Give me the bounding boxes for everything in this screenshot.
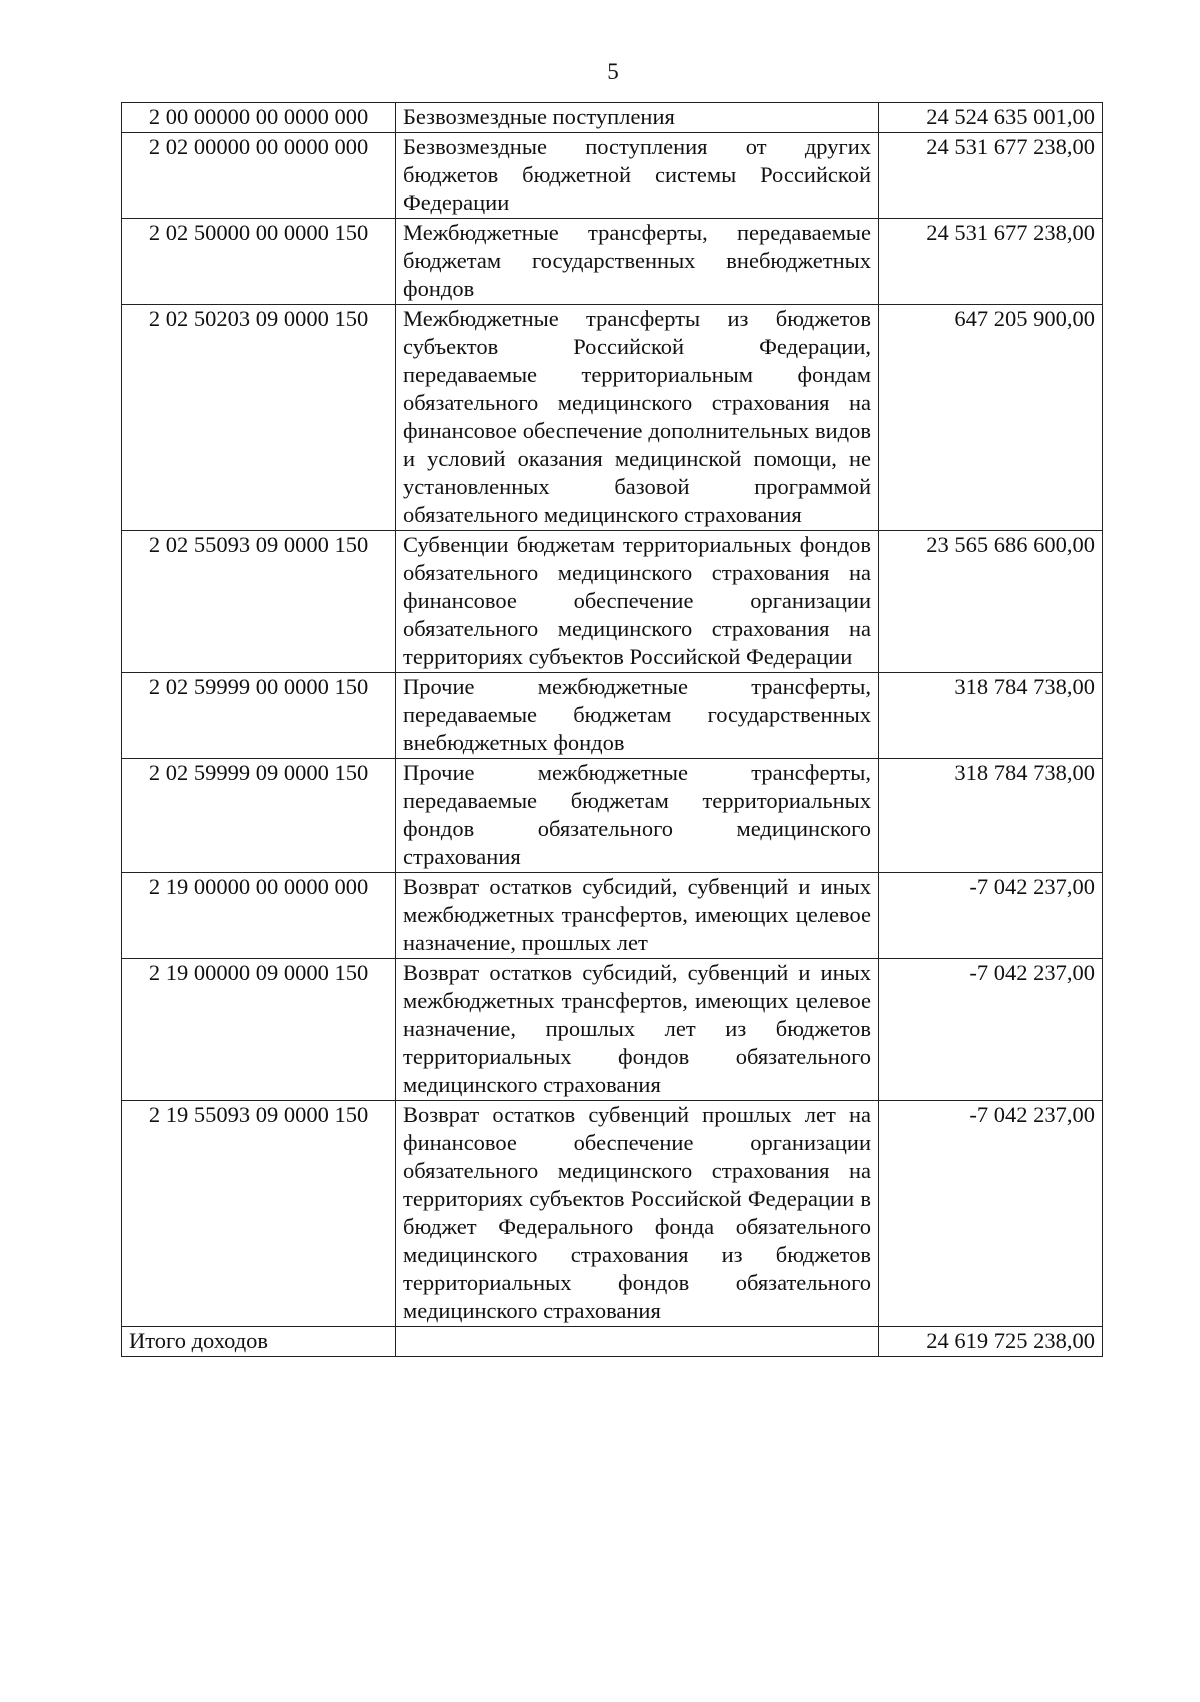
budget-code-cell: 2 19 00000 09 0000 150	[122, 959, 396, 1101]
table-row	[122, 1101, 1103, 1327]
budget-code-cell: 2 02 59999 09 0000 150	[122, 759, 396, 873]
table-row	[122, 873, 1103, 959]
table-row	[122, 103, 1103, 133]
table-row	[122, 759, 1103, 873]
budget-code-cell: 2 02 59999 00 0000 150	[122, 673, 396, 759]
total-empty-cell	[396, 1327, 879, 1357]
revenue-name-cell: Прочие межбюджетные трансферты, передаваемые бюджетам государственных внебюджетных фондов	[396, 673, 879, 759]
revenue-name-cell: Безвозмездные поступления от других бюджетов бюджетной системы Российской Федерации	[396, 133, 879, 219]
amount-cell: 318 784 738,00	[879, 759, 1103, 873]
budget-code-cell: 2 19 55093 09 0000 150	[122, 1101, 396, 1327]
amount-cell: 23 565 686 600,00	[879, 531, 1103, 673]
amount-cell: 318 784 738,00	[879, 673, 1103, 759]
table-row	[122, 219, 1103, 305]
table-row	[122, 673, 1103, 759]
revenue-name-cell: Безвозмездные поступления	[396, 103, 879, 133]
revenue-name-cell: Возврат остатков субсидий, субвенций и иных межбюджетных трансфертов, имеющих целевое назначение, прошлых лет из бюджетов территориальных фондов обязательного медицинского страхования	[396, 959, 879, 1101]
budget-code-cell: 2 02 55093 09 0000 150	[122, 531, 396, 673]
budget-code-cell: 2 02 00000 00 0000 000	[122, 133, 396, 219]
budget-code-cell: 2 00 00000 00 0000 000	[122, 103, 396, 133]
amount-cell: -7 042 237,00	[879, 873, 1103, 959]
revenue-table-body	[122, 103, 1103, 1357]
table-row	[122, 959, 1103, 1101]
table-row	[122, 133, 1103, 219]
revenue-name-cell: Субвенции бюджетам территориальных фондов обязательного медицинского страхования на финансовое обеспечение организации обязательного медицинского страхования на территориях субъектов Российской Федерации	[396, 531, 879, 673]
revenue-name-cell: Возврат остатков субвенций прошлых лет на финансовое обеспечение организации обязательного медицинского страхования на территориях субъектов Российской Федерации в бюджет Федерального фонда обязательного медицинского страхования из бюджетов территориальных фондов обязательного медицинского страхования	[396, 1101, 879, 1327]
page-number: 5	[607, 59, 619, 84]
amount-cell: -7 042 237,00	[879, 1101, 1103, 1327]
amount-cell: 24 531 677 238,00	[879, 133, 1103, 219]
revenue-name-cell: Возврат остатков субсидий, субвенций и иных межбюджетных трансфертов, имеющих целевое назначение, прошлых лет	[396, 873, 879, 959]
amount-cell: 24 524 635 001,00	[879, 103, 1103, 133]
budget-code-cell: 2 02 50203 09 0000 150	[122, 305, 396, 531]
total-amount: 24 619 725 238,00	[879, 1327, 1103, 1357]
amount-cell: 24 531 677 238,00	[879, 219, 1103, 305]
total-label: Итого доходов	[122, 1327, 396, 1357]
revenue-name-cell: Прочие межбюджетные трансферты, передаваемые бюджетам территориальных фондов обязательного медицинского страхования	[396, 759, 879, 873]
table-row	[122, 305, 1103, 531]
amount-cell: 647 205 900,00	[879, 305, 1103, 531]
revenue-name-cell: Межбюджетные трансферты из бюджетов субъектов Российской Федерации, передаваемые территориальным фондам обязательного медицинского страхования на финансовое обеспечение дополнительных видов и условий оказания медицинской помощи, не установленных базовой программой обязательного медицинского страхования	[396, 305, 879, 531]
revenue-name-cell: Межбюджетные трансферты, передаваемые бюджетам государственных внебюджетных фондов	[396, 219, 879, 305]
revenue-table	[121, 102, 1103, 1357]
table-row	[122, 531, 1103, 673]
budget-code-cell: 2 19 00000 00 0000 000	[122, 873, 396, 959]
budget-code-cell: 2 02 50000 00 0000 150	[122, 219, 396, 305]
total-row	[122, 1327, 1103, 1357]
amount-cell: -7 042 237,00	[879, 959, 1103, 1101]
